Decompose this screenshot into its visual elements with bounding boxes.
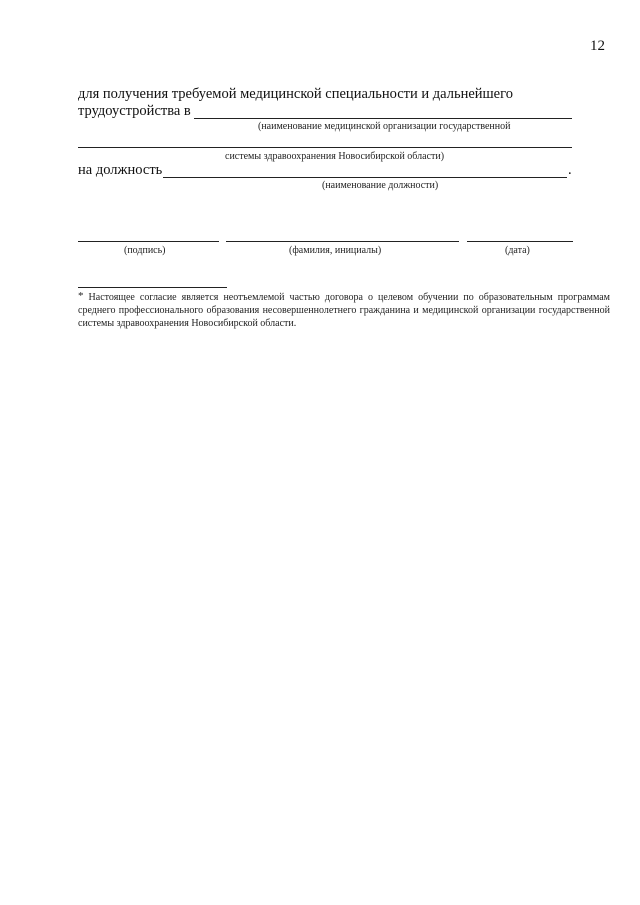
paragraph-line-1: для получения требуемой медицинской специальности и дальнейшего bbox=[78, 86, 513, 102]
position-caption: (наименование должности) bbox=[322, 180, 439, 191]
position-period: . bbox=[568, 162, 572, 178]
footnote-separator bbox=[78, 287, 227, 288]
signature-line bbox=[78, 241, 219, 242]
org-caption-2: системы здравоохранения Новосибирской области) bbox=[225, 151, 445, 162]
footnote bbox=[78, 291, 610, 330]
org-caption-1: (наименование медицинской организации государственной bbox=[258, 121, 511, 132]
org-fill-line-2 bbox=[78, 147, 572, 148]
footnote-text: Настоящее согласие является неотъемлемой частью договора о целевом обучении по образовательным программам среднего профессионального образования несовершеннолетнего гражданина и медицинской организации государственной системы здравоохранения Новосибирской области. bbox=[78, 292, 610, 329]
date-caption: (дата) bbox=[505, 245, 530, 256]
signature-caption: (подпись) bbox=[124, 245, 166, 256]
org-fill-line bbox=[194, 118, 572, 119]
org-label: трудоустройства в bbox=[78, 103, 191, 119]
position-fill-line bbox=[163, 177, 567, 178]
name-line bbox=[226, 241, 459, 242]
position-label: на должность bbox=[78, 162, 163, 178]
name-caption: (фамилия, инициалы) bbox=[289, 245, 382, 256]
page-number: 12 bbox=[590, 38, 605, 54]
date-line bbox=[467, 241, 573, 242]
footnote-marker: * bbox=[78, 290, 84, 302]
